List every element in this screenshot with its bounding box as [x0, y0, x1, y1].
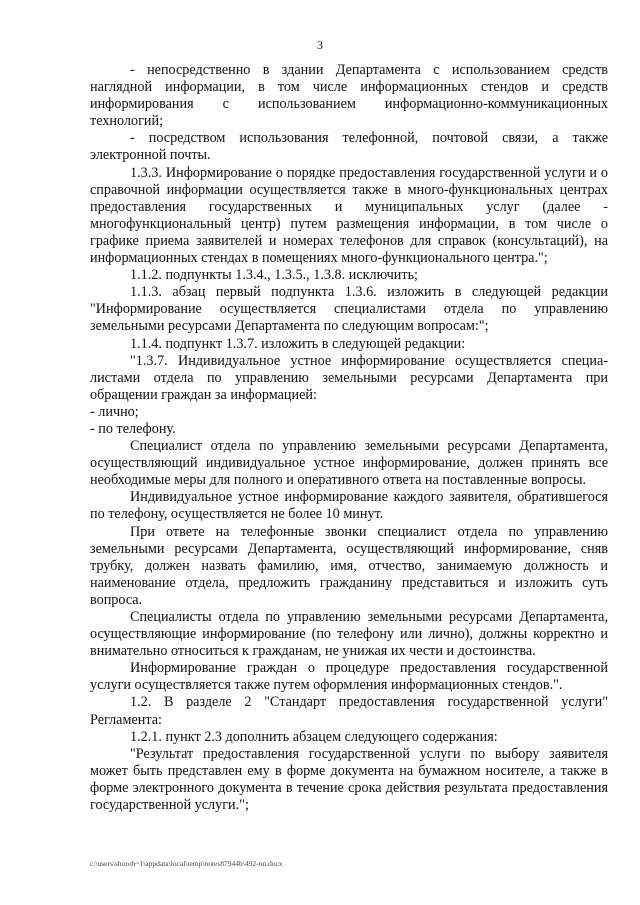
paragraph: 1.2.1. пункт 2.3 дополнить абзацем следующего содержания: [130, 728, 498, 745]
page-number: 3 [317, 38, 323, 52]
paragraph: Специалист отдела по управлению земельными ресурсами Департамента, осуществляющий индивидуальное устное информирование, должен принять все необходимые меры для полного и оперативного ответа на поставленные вопросы. [90, 438, 608, 489]
paragraph: "1.3.7. Индивидуальное устное информирование осуществляется специа-листами отдела по управлению земельными ресурсами Департамента при обращении граждан за информацией: [90, 352, 608, 403]
paragraph: При ответе на телефонные звонки специалист отдела по управлению земельными ресурсами Департамента, осуществляющий информирование, сняв трубку, должен назвать фамилию, имя, отчество, занимаемую должность и наименование отдела, предложить гражданину представиться и изложить суть вопроса. [90, 523, 608, 608]
paragraph: Специалисты отдела по управлению земельными ресурсами Департамента, осуществляющие информирование (по телефону или лично), должны корректно и внимательно относиться к гражданам, не унижая их чести и достоинства. [90, 609, 608, 660]
paragraph: "Результат предоставления государственной услуги по выбору заявителя может быть представлен ему в форме документа на бумажном носителе, а также в форме электронного документа в течение срока действия результата предоставления государственной услуги."; [90, 745, 608, 814]
document-body [90, 62, 608, 814]
paragraph: 1.1.4. подпункт 1.3.7. изложить в следующей редакции: [130, 335, 466, 352]
list-item: - лично; [90, 403, 139, 420]
paragraph: Индивидуальное устное информирование каждого заявителя, обратившегося по телефону, осуществляется не более 10 минут. [90, 489, 608, 523]
paragraph: Информирование граждан о процедуре предоставления государственной услуги осуществляется также путем оформления информационных стендов.". [90, 660, 608, 694]
paragraph: - посредством использования телефонной, почтовой связи, а также электронной почты. [90, 130, 608, 164]
paragraph: 1.2. В разделе 2 "Стандарт предоставления государственной услуги" Регламента: [90, 694, 608, 728]
paragraph: 1.1.2. подпункты 1.3.4., 1.3.5., 1.3.8. исключить; [130, 267, 418, 284]
paragraph: 1.3.3. Информирование о порядке предоставления государственной услуги и о справочной информации осуществляется также в много-функциональных центрах предоставления государственных и муниципальных услуг (далее - многофункциональный центр) путем размещения информации, в том числе о графике приема заявителей и номерах телефонов для справок (консультаций), на информационных стендах в помещениях много-функционального центра."; [90, 164, 608, 267]
list-item: - по телефону. [90, 420, 176, 437]
file-path-footer: c:\users\shoroh~1\appdata\local\temp\notes87944b\492-nn.docx [90, 859, 283, 868]
paragraph: 1.1.3. абзац первый подпункта 1.3.6. изложить в следующей редакции "Информирование осуществляется специалистами отдела по управлению земельными ресурсами Департамента по следующим вопросам:"; [90, 284, 608, 335]
paragraph: - непосредственно в здании Департамента с использованием средств наглядной информации, в том числе информационных стендов и средств информирования с использованием информационно-коммуникационных технологий; [90, 62, 608, 130]
